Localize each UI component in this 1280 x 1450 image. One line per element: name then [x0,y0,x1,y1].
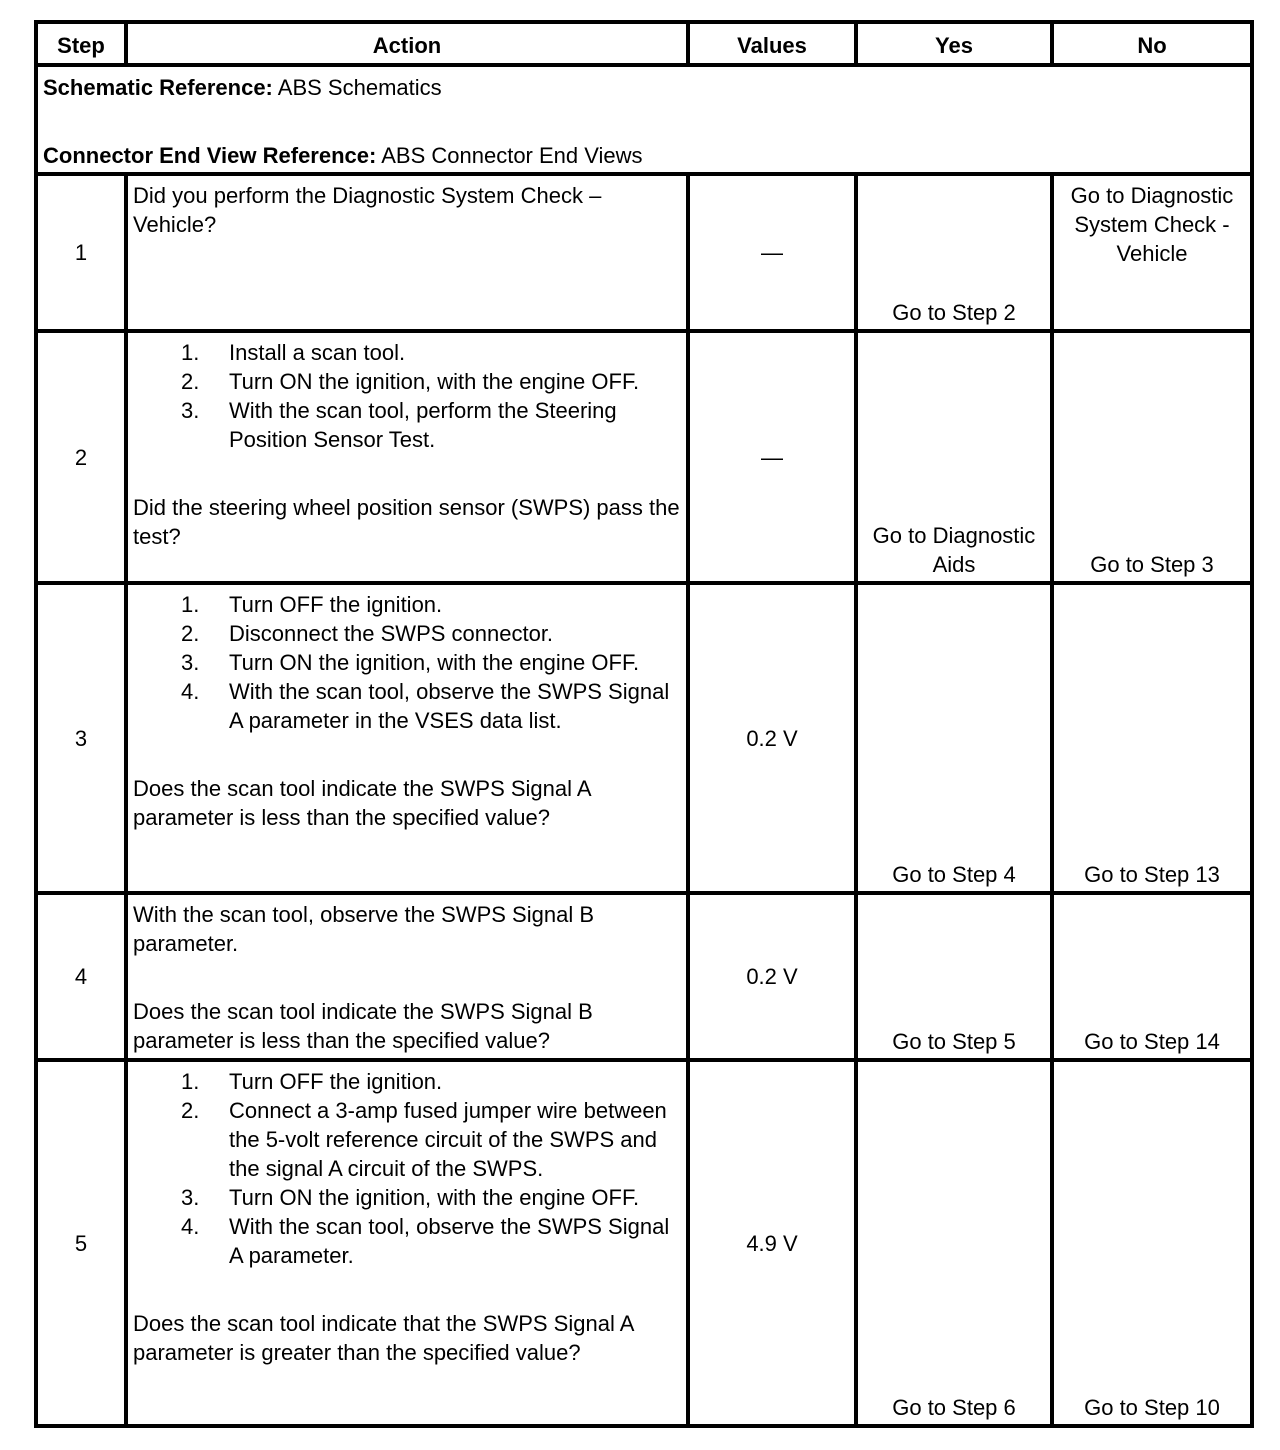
header-values: Values [688,22,856,65]
connector-reference-label: Connector End View Reference: [43,143,377,168]
step-number: 5 [36,1060,126,1426]
header-row [36,22,1252,65]
list-item [133,648,681,677]
table-row [36,1060,1252,1426]
no-cell: Go to Step 13 [1052,583,1252,893]
list-number: 2. [181,621,200,646]
list-number: 3. [181,650,200,675]
list-number: 1. [181,1069,200,1094]
schematic-reference [43,73,1245,102]
list-number: 4. [181,679,200,704]
diagnostic-table [34,20,1254,1428]
value-cell: — [688,174,856,331]
list-text: Connect a 3-amp fused jumper wire between the 5-volt reference circuit of the SWPS and the signal A circuit of the SWPS. [229,1098,667,1181]
list-item [133,1212,681,1270]
instruction-list [133,338,681,454]
instruction-list [133,590,681,735]
question-text: Does the scan tool indicate the SWPS Signal B parameter is less than the specified value? [133,999,593,1053]
yes-cell: Go to Step 2 [856,174,1052,331]
action-cell [126,893,688,1060]
reference-row [36,65,1252,174]
yes-cell: Go to Diagnostic Aids [856,331,1052,583]
yes-cell: Go to Step 4 [856,583,1052,893]
list-item [133,1183,681,1212]
yes-cell: Go to Step 6 [856,1060,1052,1426]
list-item [133,590,681,619]
step-number: 3 [36,583,126,893]
step-number: 1 [36,174,126,331]
header-yes: Yes [856,22,1052,65]
list-item [133,367,681,396]
schematic-reference-label: Schematic Reference: [43,75,273,100]
header-action: Action [126,22,688,65]
list-text: Turn ON the ignition, with the engine OFF. [229,1185,640,1210]
list-text: With the scan tool, observe the SWPS Signal A parameter. [229,1214,670,1268]
list-text: Turn OFF the ignition. [229,1069,443,1094]
list-item [133,396,681,454]
list-number: 3. [181,1185,200,1210]
list-text: With the scan tool, perform the Steering Position Sensor Test. [229,398,617,452]
list-text: Turn ON the ignition, with the engine OFF. [229,369,640,394]
action-cell [126,1060,688,1426]
list-text: With the scan tool, observe the SWPS Signal A parameter in the VSES data list. [229,679,670,733]
step-number: 4 [36,893,126,1060]
value-cell: 0.2 V [688,893,856,1060]
action-cell [126,583,688,893]
list-number: 2. [181,369,200,394]
no-cell: Go to Step 10 [1052,1060,1252,1426]
question-text: Did the steering wheel position sensor (SWPS) pass the test? [133,495,680,549]
list-item [133,1067,681,1096]
instruction-list [133,1067,681,1270]
step-number: 2 [36,331,126,583]
list-number: 1. [181,592,200,617]
action-text: With the scan tool, observe the SWPS Signal B parameter. [133,902,595,956]
no-cell: Go to Step 14 [1052,893,1252,1060]
list-item [133,338,681,367]
no-cell: Go to Diagnostic System Check - Vehicle [1052,174,1252,331]
value-cell: 4.9 V [688,1060,856,1426]
question-text: Does the scan tool indicate the SWPS Signal A parameter is less than the specified value? [133,776,591,830]
table-row [36,174,1252,331]
no-cell: Go to Step 3 [1052,331,1252,583]
table-row [36,331,1252,583]
yes-cell: Go to Step 5 [856,893,1052,1060]
value-cell: 0.2 V [688,583,856,893]
table-row [36,893,1252,1060]
list-item [133,619,681,648]
list-number: 1. [181,340,200,365]
action-cell [126,331,688,583]
connector-reference-value: ABS Connector End Views [376,143,643,168]
list-item [133,1096,681,1183]
header-step: Step [36,22,126,65]
action-text: Did you perform the Diagnostic System Check – Vehicle? [133,183,602,237]
connector-reference [43,141,1245,170]
list-text: Disconnect the SWPS connector. [229,621,554,646]
list-number: 2. [181,1098,200,1123]
header-no: No [1052,22,1252,65]
list-text: Install a scan tool. [229,340,406,365]
action-cell [126,174,688,331]
list-item [133,677,681,735]
value-cell: — [688,331,856,583]
list-number: 3. [181,398,200,423]
schematic-reference-value: ABS Schematics [272,75,442,100]
list-text: Turn ON the ignition, with the engine OFF. [229,650,640,675]
list-text: Turn OFF the ignition. [229,592,443,617]
table-row [36,583,1252,893]
question-text: Does the scan tool indicate that the SWPS Signal A parameter is greater than the specified value? [133,1311,634,1365]
list-number: 4. [181,1214,200,1239]
